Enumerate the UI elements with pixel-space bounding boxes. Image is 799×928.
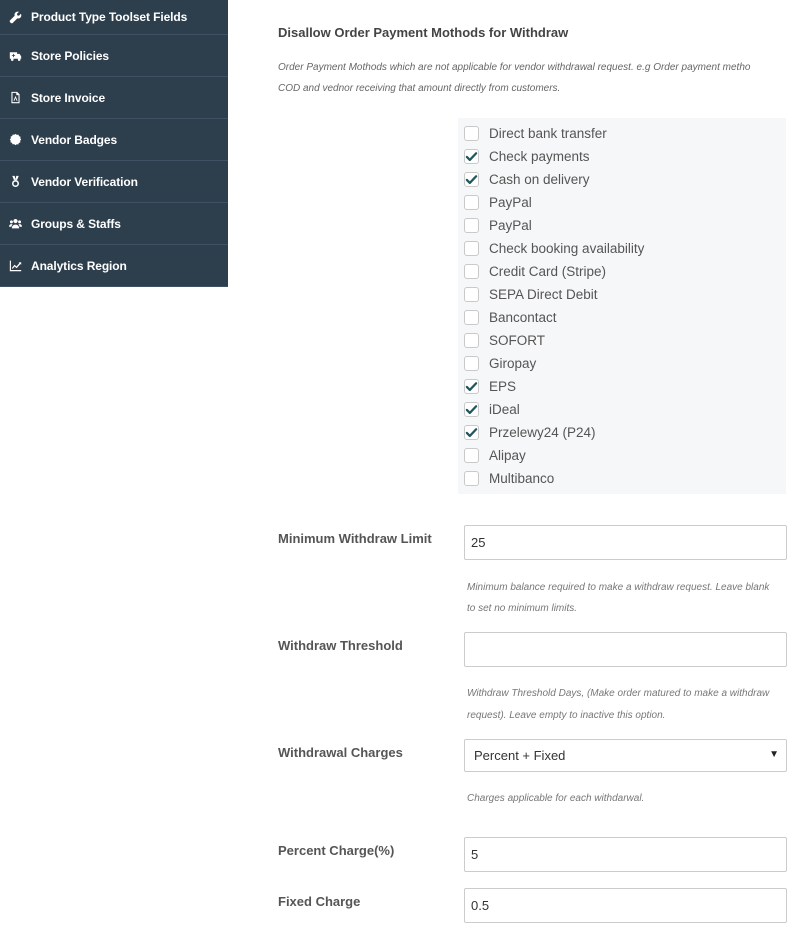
checkbox-checked[interactable] <box>464 379 479 394</box>
payment-method-label: Giropay <box>489 355 537 371</box>
checkmark-icon <box>465 403 478 416</box>
payment-method-option[interactable] <box>464 399 520 419</box>
threshold-input[interactable] <box>464 632 787 667</box>
checkbox-unchecked[interactable] <box>464 356 479 371</box>
pdf-file-icon <box>8 91 22 105</box>
payment-method-option[interactable] <box>464 376 516 396</box>
users-icon <box>8 217 22 231</box>
checkbox-checked[interactable] <box>464 402 479 417</box>
checkbox-unchecked[interactable] <box>464 333 479 348</box>
payment-method-label: Alipay <box>489 447 526 463</box>
payment-method-option[interactable] <box>464 307 557 327</box>
min-withdraw-label: Minimum Withdraw Limit <box>278 531 432 546</box>
payment-method-label: PayPal <box>489 194 532 210</box>
checkbox-unchecked[interactable] <box>464 448 479 463</box>
payment-method-option[interactable] <box>464 238 644 258</box>
wrench-icon <box>8 10 22 24</box>
charges-select[interactable] <box>464 739 787 772</box>
threshold-label: Withdraw Threshold <box>278 638 403 653</box>
ambulance-icon <box>8 49 22 63</box>
payment-method-option[interactable] <box>464 330 545 350</box>
checkmark-icon <box>465 380 478 393</box>
checkbox-checked[interactable] <box>464 425 479 440</box>
section-description-line2: COD and vednor receiving that amount directly from customers. <box>278 83 561 94</box>
min-withdraw-help: Minimum balance required to make a withdraw request. Leave blank <box>467 582 770 593</box>
sidebar-item-store-invoice[interactable] <box>0 77 228 119</box>
payment-method-label: iDeal <box>489 401 520 417</box>
payment-method-option[interactable] <box>464 284 598 304</box>
charges-selected-value: Percent + Fixed <box>474 748 566 763</box>
payment-method-option[interactable] <box>464 146 590 166</box>
section-title-disallow: Disallow Order Payment Mothods for Withdraw <box>278 25 569 40</box>
payment-method-option[interactable] <box>464 215 532 235</box>
checkbox-unchecked[interactable] <box>464 471 479 486</box>
payment-method-option[interactable] <box>464 468 554 488</box>
checkbox-checked[interactable] <box>464 149 479 164</box>
sidebar-item-label: Store Invoice <box>31 90 106 105</box>
checkbox-unchecked[interactable] <box>464 310 479 325</box>
payment-method-option[interactable] <box>464 445 526 465</box>
sidebar-item-vendor-verification[interactable] <box>0 161 228 203</box>
checkmark-icon <box>465 150 478 163</box>
min-withdraw-input[interactable] <box>464 525 787 560</box>
charges-label: Withdrawal Charges <box>278 745 403 760</box>
checkmark-icon <box>465 173 478 186</box>
percent-charge-label: Percent Charge(%) <box>278 843 395 858</box>
section-description: Order Payment Mothods which are not applicable for vendor withdrawal request. e.g Order payment metho <box>278 62 751 73</box>
payment-method-label: Credit Card (Stripe) <box>489 263 607 279</box>
payment-method-label: Direct bank transfer <box>489 125 607 141</box>
threshold-help-line2: request). Leave empty to inactive this option. <box>467 710 666 721</box>
certificate-icon <box>8 133 22 147</box>
checkbox-unchecked[interactable] <box>464 195 479 210</box>
payment-method-label: Cash on delivery <box>489 171 590 187</box>
checkbox-unchecked[interactable] <box>464 264 479 279</box>
sidebar-item-analytics-region[interactable] <box>0 245 228 287</box>
payment-methods-checklist <box>458 118 786 494</box>
min-withdraw-help-line2: to set no minimum limits. <box>467 603 578 614</box>
sidebar-item-label: Analytics Region <box>31 258 127 273</box>
medal-icon <box>8 175 22 189</box>
sidebar-item-product-type-toolset-fields[interactable] <box>0 0 228 35</box>
caret-down-icon: ▼ <box>769 749 779 760</box>
checkbox-checked[interactable] <box>464 172 479 187</box>
fixed-charge-input[interactable] <box>464 888 787 923</box>
payment-method-label: PayPal <box>489 217 532 233</box>
payment-method-label: SEPA Direct Debit <box>489 286 598 302</box>
payment-method-option[interactable] <box>464 169 590 189</box>
payment-method-option[interactable] <box>464 422 596 442</box>
line-chart-icon <box>8 259 22 273</box>
sidebar-item-store-policies[interactable] <box>0 35 228 77</box>
payment-method-label: Check booking availability <box>489 240 645 256</box>
threshold-help: Withdraw Threshold Days, (Make order matured to make a withdraw <box>467 688 770 699</box>
payment-method-option[interactable] <box>464 192 532 212</box>
sidebar-item-label: Vendor Badges <box>31 132 118 147</box>
fixed-charge-label: Fixed Charge <box>278 894 361 909</box>
payment-method-label: SOFORT <box>489 332 546 348</box>
checkbox-unchecked[interactable] <box>464 287 479 302</box>
sidebar-menu <box>0 0 228 287</box>
payment-method-label: Multibanco <box>489 470 555 486</box>
sidebar-item-label: Groups & Staffs <box>31 216 121 231</box>
payment-method-option[interactable] <box>464 353 536 373</box>
payment-method-option[interactable] <box>464 123 607 143</box>
sidebar-item-label: Store Policies <box>31 48 109 63</box>
sidebar-item-label: Vendor Verification <box>31 174 138 189</box>
sidebar-item-vendor-badges[interactable] <box>0 119 228 161</box>
sidebar-item-groups-staffs[interactable] <box>0 203 228 245</box>
payment-method-label: Przelewy24 (P24) <box>489 424 596 440</box>
checkbox-unchecked[interactable] <box>464 218 479 233</box>
checkbox-unchecked[interactable] <box>464 126 479 141</box>
charges-help: Charges applicable for each withdarwal. <box>467 793 645 804</box>
payment-method-label: Check payments <box>489 148 590 164</box>
payment-method-label: Bancontact <box>489 309 557 325</box>
payment-method-option[interactable] <box>464 261 606 281</box>
checkbox-unchecked[interactable] <box>464 241 479 256</box>
payment-method-label: EPS <box>489 378 517 394</box>
percent-charge-input[interactable] <box>464 837 787 872</box>
sidebar-item-label: Product Type Toolset Fields <box>31 10 188 24</box>
checkmark-icon <box>465 426 478 439</box>
